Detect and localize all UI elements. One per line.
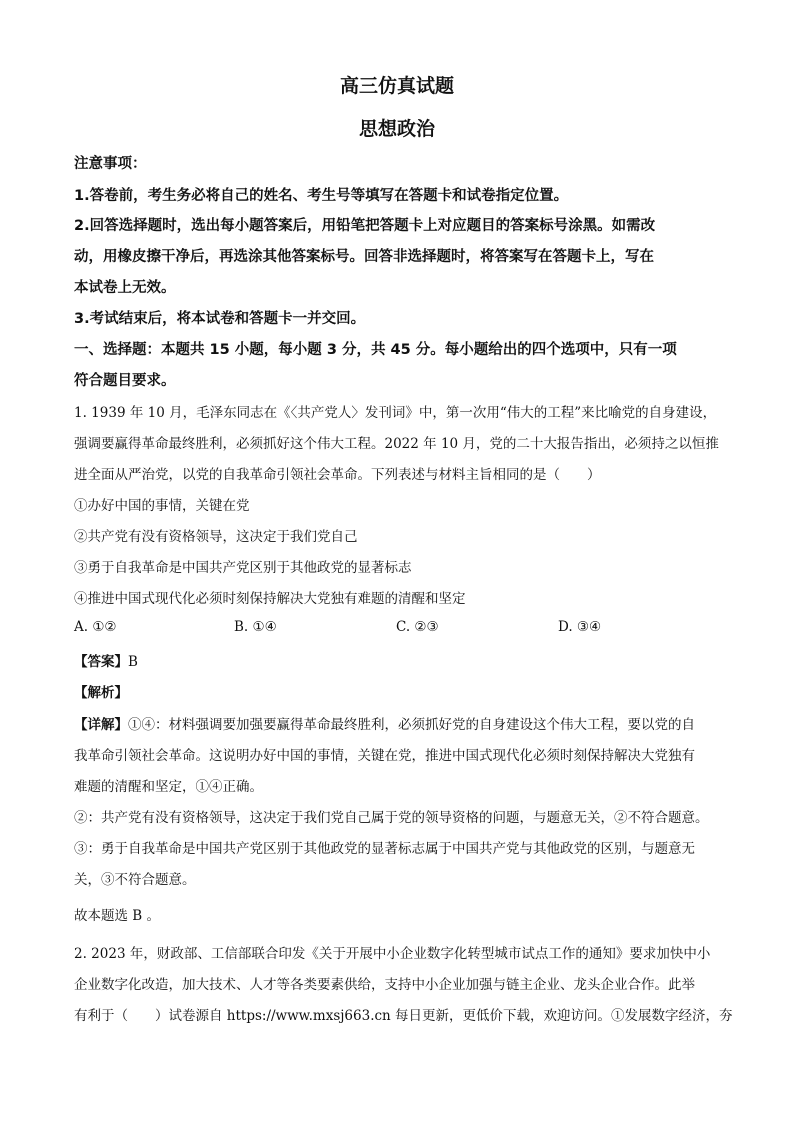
detail-text: ①④：材料强调要加强要赢得革命最终胜利，必须抓好党的自身建设这个伟大工程，要以党的自 [128, 717, 695, 733]
detail-tag: 【详解】 [74, 717, 128, 733]
analysis-tag: 【解析】 [74, 685, 128, 701]
question-stem: 有利于（ ）试卷源自 https://www.mxsj663.cn 每日更新，更低价下载，欢迎访问。①发展数字经济，夯 [74, 1008, 733, 1024]
detail-line: ②：共产党有没有资格领导，这决定于我们党自己属于党的领导资格的问题，与题意无关，②不符合题意。 [74, 810, 709, 826]
detail-line [74, 713, 695, 733]
notice-line: 2.回答选择题时，选出每小题答案后，用铅笔把答题卡上对应题目的答案标号涂黑。如需改 [74, 218, 656, 234]
notice-line: 本试卷上无效。 [74, 280, 176, 296]
question-item: ③勇于自我革命是中国共产党区别于其他政党的显著标志 [74, 560, 412, 576]
option-c: C. ②③ [396, 619, 439, 635]
notice-line: 1.答卷前，考生务必将自己的姓名、考生号等填写在答题卡和试卷指定位置。 [74, 188, 569, 204]
notice-heading: 注意事项： [74, 156, 147, 172]
page-title: 高三仿真试题 [339, 75, 454, 97]
detail-line: 故本题选 B 。 [74, 908, 161, 924]
detail-line: 难题的清醒和坚定，①④正确。 [74, 779, 263, 795]
section-heading: 一、选择题：本题共 15 小题，每小题 3 分，共 45 分。每小题给出的四个选项中，只有一项 [74, 342, 677, 358]
section-heading: 符合题目要求。 [74, 373, 176, 389]
answer-tag: 【答案】 [74, 654, 128, 670]
subject-title: 思想政治 [358, 118, 435, 140]
question-stem: 2. 2023 年，财政部、工信部联合印发《关于开展中小企业数字化转型城市试点工作的通知》要求加快中小 [74, 946, 711, 962]
question-stem: 企业数字化改造，加大技术、人才等各类要素供给，支持中小企业加强与链主企业、龙头企业合作。此举 [74, 977, 695, 993]
detail-line: 关，③不符合题意。 [74, 872, 196, 888]
question-stem: 强调要赢得革命最终胜利，必须抓好这个伟大工程。2022 年 10 月，党的二十大报告指出，必须持之以恒推 [74, 436, 719, 452]
question-item: ④推进中国式现代化必须时刻保持解决大党独有难题的清醒和坚定 [74, 591, 466, 607]
option-b: B. ①④ [234, 619, 277, 635]
answer-value: B [128, 654, 138, 670]
question-stem: 进全面从严治党，以党的自我革命引领社会革命。下列表述与材料主旨相同的是（ ） [74, 467, 601, 483]
notice-line: 3.考试结束后，将本试卷和答题卡一并交回。 [74, 311, 366, 327]
detail-line: ③：勇于自我革命是中国共产党区别于其他政党的显著标志属于中国共产党与其他政党的区别，与题意无 [74, 841, 695, 857]
question-item: ②共产党有没有资格领导，这决定于我们党自己 [74, 529, 358, 545]
answer-line [74, 650, 138, 670]
option-d: D. ③④ [558, 619, 602, 635]
question-stem: 1. 1939 年 10 月，毛泽东同志在《〈共产党人〉发刊词》中，第一次用“伟大的工程”来比喻党的自身建设， [74, 405, 717, 421]
question-item: ①办好中国的事情，关键在党 [74, 498, 250, 514]
option-a: A. ①② [74, 619, 117, 635]
detail-line: 我革命引领社会革命。这说明办好中国的事情，关键在党，推进中国式现代化必须时刻保持解决大党独有 [74, 748, 695, 764]
notice-line: 动，用橡皮擦干净后，再选涂其他答案标号。回答非选择题时，将答案写在答题卡上，写在 [74, 249, 654, 265]
